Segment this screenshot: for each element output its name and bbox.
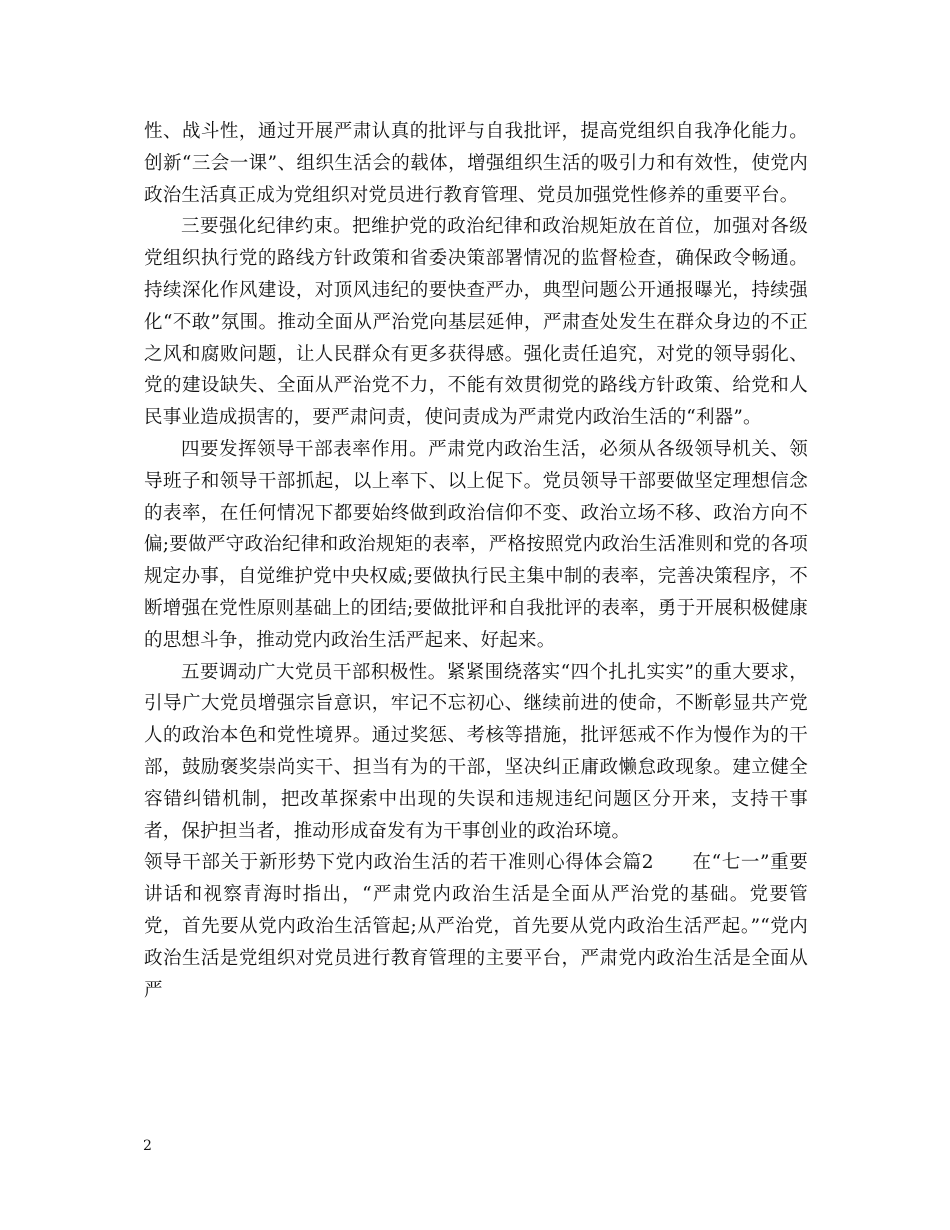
page-number: 2 <box>143 1138 152 1154</box>
body-text <box>144 116 808 1006</box>
paragraph-continued: 性、战斗性，通过开展严肃认真的批评与自我批评，提高党组织自我净化能力。创新“三会一课”、组织生活会的载体，增强组织生活的吸引力和有效性，使党内政治生活真正成为党组织对党员进行教育管理、党员加强党性修养的重要平台。 <box>144 121 808 206</box>
paragraph-leadership: 四要发挥领导干部表率作用。严肃党内政治生活，必须从各级领导机关、领导班子和领导干部抓起，以上率下、以上促下。党员领导干部要做坚定理想信念的表率，在任何情况下都要始终做到政治信仰不变、政治立场不移、政治方向不偏;要做严守政治纪律和政治规矩的表率，严格按照党内政治生活准则和党的各项规定办事，自觉维护党中央权威;要做执行民主集中制的表率，完善决策程序，不断增强在党性原则基础上的团结;要做批评和自我批评的表率，勇于开展积极健康的思想斗争，推动党内政治生活严起来、好起来。 <box>144 438 808 651</box>
paragraph-discipline: 三要强化纪律约束。把维护党的政治纪律和政治规矩放在首位，加强对各级党组织执行党的路线方针政策和省委决策部署情况的监督检查，确保政令畅通。持续深化作风建设，对顶风违纪的要快查严办，典型问题公开通报曝光，持续强化“不敢”氛围。推动全面从严治党向基层延伸，严肃查处发生在群众身边的不正之风和腐败问题，让人民群众有更多获得感。强化责任追究，对党的领导弱化、党的建设缺失、全面从严治党不力，不能有效贯彻党的路线方针政策、给党和人民事业造成损害的，要严肃问责，使问责成为严肃党内政治生活的“利器”。 <box>144 216 808 429</box>
paragraph-motivation: 五要调动广大党员干部积极性。紧紧围绕落实“四个扎扎实实”的重大要求，引导广大党员增强宗旨意识，牢记不忘初心、继续前进的使命，不断彰显共产党人的政治本色和党性境界。通过奖惩、考核等措施，批评惩戒不作为慢作为的干部，鼓励褒奖崇尚实干、担当有为的干部，坚决纠正庸政懒怠政现象。建立健全容错纠错机制，把改革探索中出现的失误和违规违纪问题区分开来，支持干事者，保护担当者，推动形成奋发有为干事创业的政治环境。 <box>144 661 808 842</box>
paragraph-article-2: 领导干部关于新形势下党内政治生活的若干准则心得体会篇2 在“七一”重要讲话和视察青海时指出，“严肃党内政治生活是全面从严治党的基础。党要管党，首先要从党内政治生活管起;从严治党，首先要从党内政治生活严起。”“党内政治生活是党组织对党员进行教育管理的主要平台，严肃党内政治生活是全面从严 <box>144 852 808 1001</box>
